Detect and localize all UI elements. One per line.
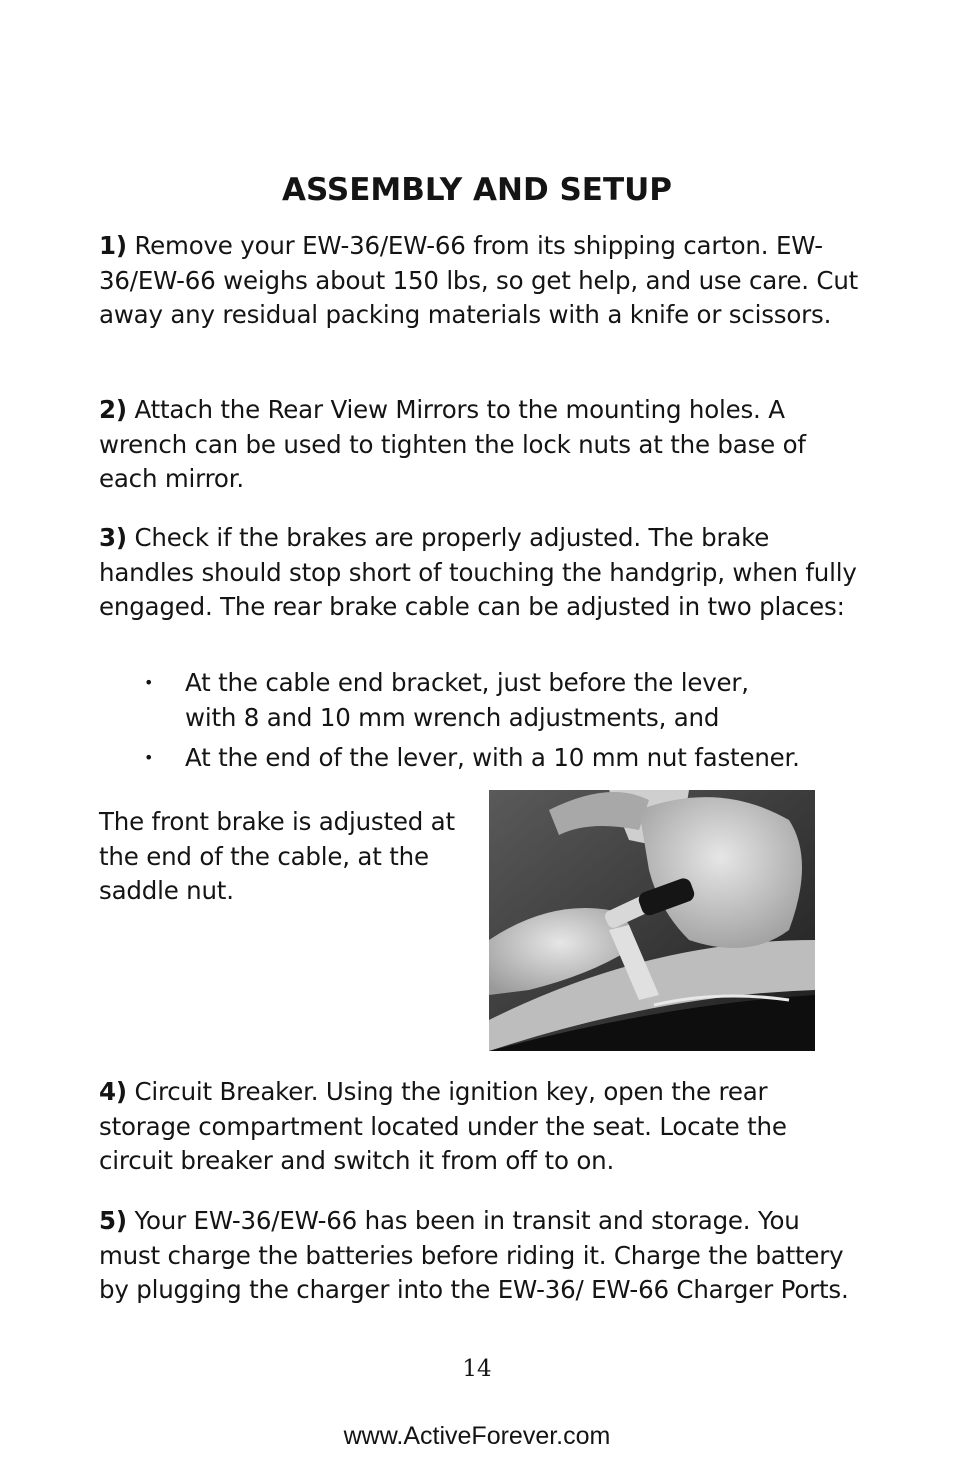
step-number: 2) <box>99 395 127 424</box>
step-2 <box>99 393 859 497</box>
step-number: 1) <box>99 231 127 260</box>
step-text: Attach the Rear View Mirrors to the mounting holes. A wrench can be used to tighten the lock nuts at the base of each mirror. <box>99 395 806 493</box>
brake-adjustment-list <box>99 666 859 776</box>
step-1 <box>99 229 859 333</box>
front-brake-note: The front brake is adjusted at the end of the cable, at the saddle nut. <box>99 807 455 905</box>
bullet-icon: • <box>144 748 154 767</box>
step-text: Check if the brakes are properly adjusted. The brake handles should stop short of touching the handgrip, when fully engaged. The rear brake cable can be adjusted in two places: <box>99 523 857 621</box>
step-text: Your EW-36/EW-66 has been in transit and storage. You must charge the batteries before riding it. Charge the battery by plugging the charger into the EW-36/ EW-66 Charger Ports. <box>99 1206 849 1304</box>
page-number: 14 <box>462 1356 492 1382</box>
page-title: ASSEMBLY AND SETUP <box>281 172 673 208</box>
step-3 <box>99 521 859 625</box>
step-number: 4) <box>99 1077 127 1106</box>
step-text: Remove your EW-36/EW-66 from its shipping carton. EW-36/EW-66 weighs about 150 lbs, so get help, and use care. Cut away any residual packing materials with a knife or scissors. <box>99 231 859 329</box>
step-number: 5) <box>99 1206 127 1235</box>
footer-url: www.ActiveForever.com <box>343 1422 611 1450</box>
bullet-icon: • <box>144 673 154 692</box>
brake-adjustment-photo <box>489 790 815 1051</box>
step-5 <box>99 1204 859 1308</box>
list-item: • At the end of the lever, with a 10 mm nut fastener. <box>99 741 859 776</box>
step-number: 3) <box>99 523 127 552</box>
step-4 <box>99 1075 859 1179</box>
list-item: • At the cable end bracket, just before the lever, with 8 and 10 mm wrench adjustments, and <box>144 668 749 732</box>
step-text: Circuit Breaker. Using the ignition key, open the rear storage compartment located under the seat. Locate the circuit breaker and switch it from off to on. <box>99 1077 787 1175</box>
